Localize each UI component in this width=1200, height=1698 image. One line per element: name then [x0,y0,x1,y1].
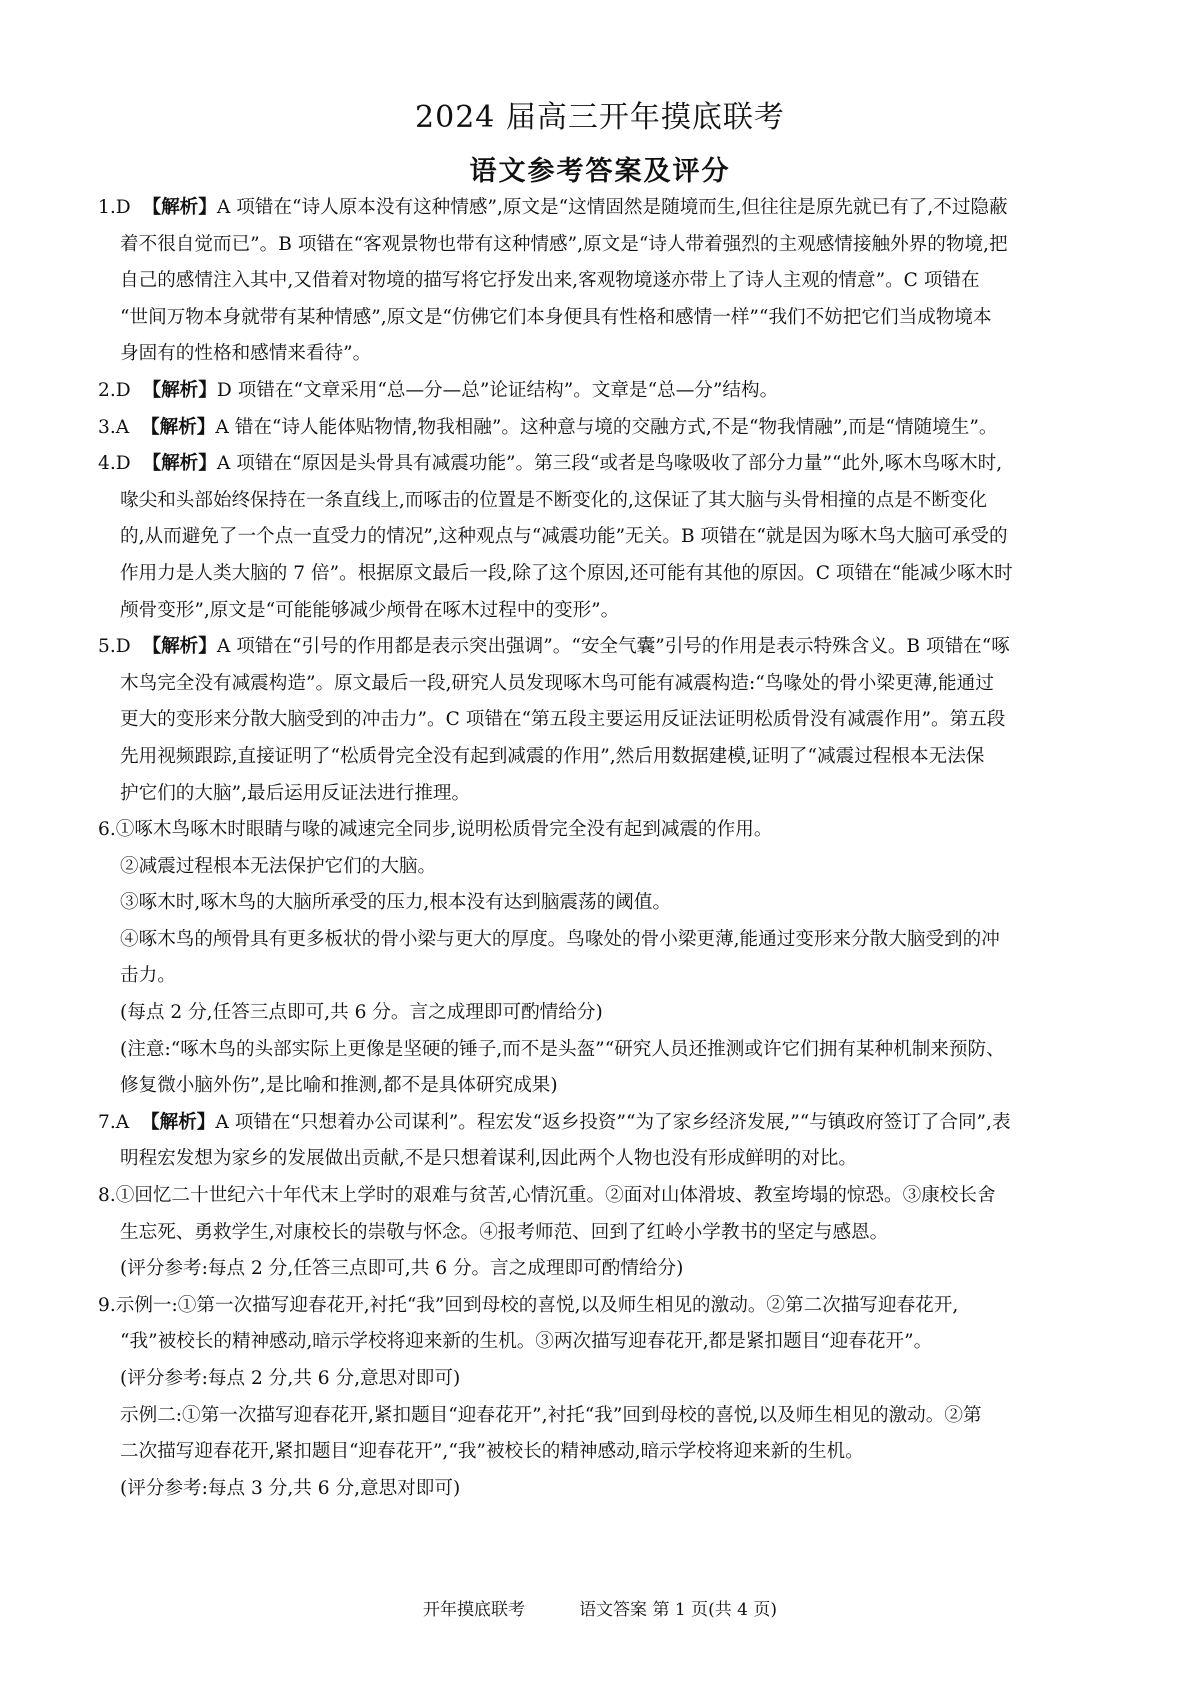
answer-text: D 项错在“文章采用“总—分—总”论证结构”。文章是“总—分”结构。 [216,379,779,401]
answer-line: 作用力是人类大脑的 7 倍”。根据原文最后一段,除了这个原因,还可能有其他的原因。C 项错在“能减少啄木时 [120,562,1013,584]
answer-line: 身固有的性格和感情来看待”。 [120,343,372,365]
scoring-note: (评分参考:每点 2 分,任答三点即可,共 6 分。言之成理即可酌情给分) [120,1258,684,1280]
analysis-label: 【解析】 [141,1111,216,1133]
answer-line: 更大的变形来分散大脑受到的冲击力”。C 项错在“第五段主要运用反证法证明松质骨没有减震作用”。第五段 [120,709,1006,731]
analysis-label: 【解析】 [142,636,217,658]
answer-line: 8.①回忆二十世纪六十年代末上学时的艰难与贫苦,心情沉重。②面对山体滑坡、教室垮塌的惊恐。③康校长舍 [98,1185,996,1207]
scoring-note: (注意:“啄木鸟的头部实际上更像是坚硬的锤子,而不是头盔”“研究人员还推测或许它们拥有某种机制来预防、 [120,1038,1005,1060]
answer-2 [98,373,1110,410]
answer-line: 明程宏发想为家乡的发展做出贡献,不是只想着谋利,因此两个人物也没有形成鲜明的对比。 [120,1148,857,1170]
answer-6 [98,812,1110,1105]
analysis-label: 【解析】 [141,416,216,438]
answer-line [98,190,1110,227]
question-number: 4.D [98,453,131,475]
answer-text: A 错在“诗人能体贴物情,物我相融”。这种意与境的交融方式,不是“物我情融”,而是“情随境生”。 [215,416,998,438]
scoring-note: (评分参考:每点 3 分,共 6 分,意思对即可) [120,1477,461,1499]
answer-1 [98,190,1110,373]
answer-line: 木鸟完全没有减震构造”。原文最后一段,研究人员发现啄木鸟可能有减震构造:“鸟喙处的骨小梁更薄,能通过 [120,672,994,694]
answer-8 [98,1178,1110,1288]
answer-line: 颅骨变形”,原文是“可能能够减少颅骨在啄木过程中的变形”。 [120,599,620,621]
answer-line: 护它们的大脑”,最后运用反证法进行推理。 [120,782,471,804]
footer-page-info: 语文答案 第 1 页(共 4 页) [579,1600,777,1620]
answer-3 [98,410,1110,447]
answer-7 [98,1105,1110,1178]
answer-line [98,629,1110,666]
answer-line: 生忘死、勇救学生,对康校长的崇敬与怀念。④报考师范、回到了红岭小学教书的坚定与感恩。 [120,1221,889,1243]
answer-line: 示例二:①第一次描写迎春花开,紧扣题目“迎春花开”,衬托“我”回到母校的喜悦,以及师生相见的激动。②第 [120,1404,982,1426]
answer-9 [98,1288,1110,1508]
question-number: 7.A [98,1111,130,1133]
scoring-note: (每点 2 分,任答三点即可,共 6 分。言之成理即可酌情给分) [120,1002,603,1024]
answer-line: 的,从而避免了一个点一直受力的情况”,这种观点与“减震功能”无关。B 项错在“就是因为啄木鸟大脑可承受的 [120,526,1008,548]
answer-line [98,373,1110,410]
answer-line: 击力。 [120,965,176,987]
answer-line: 着不很自觉而已”。B 项错在“客观景物也带有这种情感”,原文是“诗人带着强烈的主观感情接触外界的物境,把 [120,233,1008,255]
answer-line: 6.①啄木鸟啄木时眼睛与喙的减速完全同步,说明松质骨完全没有起到减震的作用。 [98,819,773,841]
answer-text: A 项错在“原因是头骨具有减震功能”。第三段“或者是鸟喙吸收了部分力量”“此外,啄木鸟啄木时, [216,453,1003,475]
answer-line: 9.示例一:①第一次描写迎春花开,衬托“我”回到母校的喜悦,以及师生相见的激动。②第二次描写迎春花开, [98,1294,959,1316]
analysis-label: 【解析】 [142,197,217,218]
question-number: 5.D [98,636,131,658]
answer-text: A 项错在“只想着办公司谋利”。程宏发“返乡投资”“为了家乡经济发展,”“与镇政府签订了合同”,表 [215,1111,1011,1133]
answer-line [98,410,1110,447]
answer-list [98,190,1110,1507]
page-footer [0,1598,1200,1622]
page-title: 2024 届高三开年摸底联考 [415,100,785,135]
footer-exam-name: 开年摸底联考 [423,1600,526,1620]
answer-line: 二次描写迎春花开,紧扣题目“迎春花开”,“我”被校长的精神感动,暗示学校将迎来新的生机。 [120,1441,864,1463]
answer-line: 自己的感情注入其中,又借着对物境的描写将它抒发出来,客观物境遂亦带上了诗人主观的情意”。C 项错在 [120,270,980,292]
answer-line: 先用视频跟踪,直接证明了“松质骨完全没有起到减震的作用”,然后用数据建模,证明了“减震过程根本无法保 [120,745,985,767]
analysis-label: 【解析】 [142,453,217,475]
answer-line [98,446,1110,483]
analysis-label: 【解析】 [142,379,217,401]
question-number: 1.D [98,197,131,218]
answer-line: 喙尖和头部始终保持在一条直线上,而啄击的位置是不断变化的,这保证了其大脑与头骨相撞的点是不断变化 [120,489,988,511]
answer-line: ③啄木时,啄木鸟的大脑所承受的压力,根本没有达到脑震荡的阈值。 [120,892,672,914]
answer-text: A 项错在“引号的作用都是表示突出强调”。“安全气囊”引号的作用是表示特殊含义。B 项错在“啄 [216,636,1010,658]
answer-line: ④啄木鸟的颅骨具有更多板状的骨小梁与更大的厚度。鸟喙处的骨小梁更薄,能通过变形来分散大脑受到的冲 [120,928,1000,950]
answer-5 [98,629,1110,812]
scoring-note: (评分参考:每点 2 分,共 6 分,意思对即可) [120,1368,461,1389]
answer-line: “世间万物本身就带有某种情感”,原文是“仿佛它们本身便具有性格和感情一样”“我们不妨把它们当成物境本 [120,306,992,328]
question-number: 2.D [98,379,131,401]
page-subtitle: 语文参考答案及评分 [469,156,731,187]
scoring-note: 修复微小脑外伤”,是比喻和推测,都不是具体研究成果) [120,1075,558,1097]
answer-line [98,1105,1110,1142]
question-number: 3.A [98,416,130,438]
answer-text: A 项错在“诗人原本没有这种情感”,原文是“这情固然是随境而生,但往往是原先就已有了,不过隐蔽 [216,197,1008,218]
answer-line: “我”被校长的精神感动,暗示学校将迎来新的生机。③两次描写迎春花开,都是紧扣题目“迎春花开”。 [120,1331,933,1353]
answer-4 [98,446,1110,629]
answer-line: ②减震过程根本无法保护它们的大脑。 [120,855,437,877]
